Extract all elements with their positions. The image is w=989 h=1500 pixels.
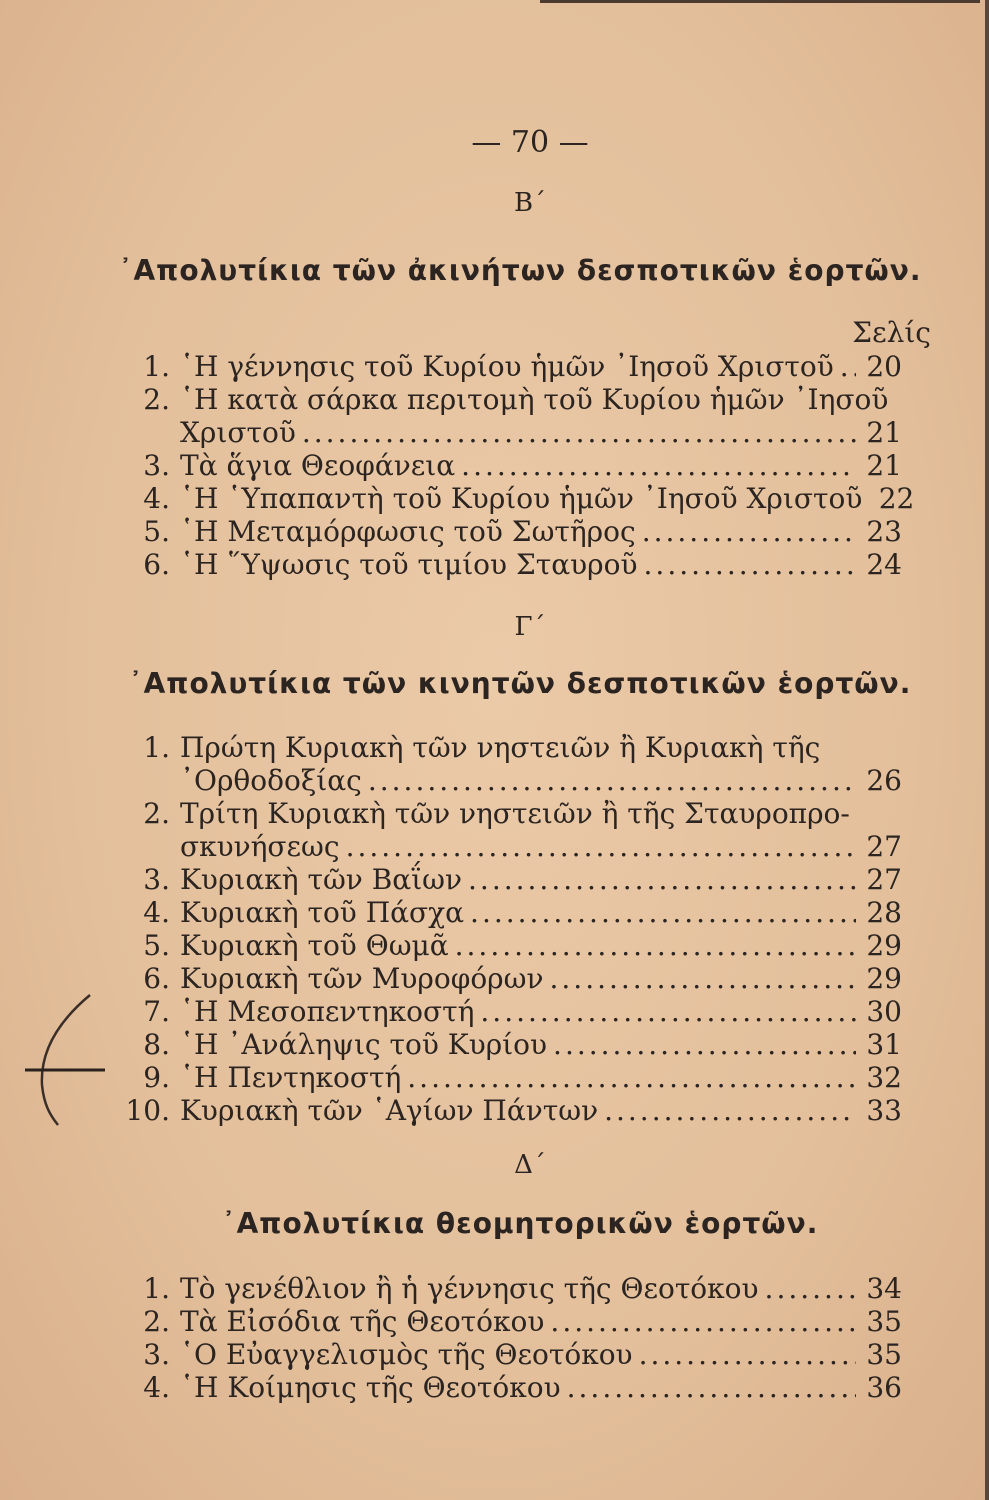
dot-leader bbox=[604, 1094, 856, 1127]
dot-leader bbox=[642, 515, 856, 548]
entry-number: 6. bbox=[143, 962, 170, 995]
toc-entry bbox=[112, 482, 915, 515]
entry-number: 7. bbox=[143, 995, 170, 1028]
entry-number: 2. bbox=[143, 383, 170, 416]
pages-column-header: Σελίς bbox=[852, 316, 931, 349]
entry-page-number: 26 bbox=[866, 764, 902, 797]
dot-leader bbox=[550, 1305, 856, 1338]
handwritten-margin-mark bbox=[20, 990, 110, 1130]
entry-title: Τὰ Εἰσόδια τῆς Θεοτόκου bbox=[180, 1305, 545, 1338]
entry-number: 5. bbox=[143, 929, 170, 962]
entry-page-number: 29 bbox=[866, 962, 902, 995]
entry-title: Κυριακὴ τῶν Βαΐων bbox=[180, 863, 463, 896]
dot-leader bbox=[302, 416, 856, 449]
toc-entry bbox=[112, 350, 902, 383]
section-letter-g: Γ΄ bbox=[514, 612, 546, 642]
entry-page-number: 36 bbox=[866, 1371, 902, 1404]
toc-entry bbox=[112, 797, 902, 863]
dot-leader bbox=[468, 863, 856, 896]
dot-leader bbox=[840, 350, 856, 383]
entry-number: 9. bbox=[143, 1061, 170, 1094]
entry-title: ῾Η Πεντηκοστή bbox=[180, 1061, 402, 1094]
dot-leader bbox=[455, 929, 856, 962]
toc-entry bbox=[112, 929, 902, 962]
entry-page-number: 28 bbox=[866, 896, 902, 929]
toc-entry bbox=[112, 1028, 902, 1061]
entry-title: Τὰ ἅγια Θεοφάνεια bbox=[180, 449, 456, 482]
entry-number: 1. bbox=[143, 1272, 170, 1305]
entry-page-number: 21 bbox=[866, 449, 902, 482]
entry-title: ῾Η ῾Υπαπαντὴ τοῦ Κυρίου ἡμῶν ᾿Ιησοῦ Χριστοῦ bbox=[180, 482, 863, 515]
entry-title: ᾿Ορθοδοξίας bbox=[180, 764, 362, 797]
toc-entry bbox=[112, 995, 902, 1028]
toc-entry bbox=[112, 1061, 902, 1094]
entry-title: ῾Η Μεσοπεντηκοστή bbox=[180, 995, 475, 1028]
entry-page-number: 31 bbox=[866, 1028, 902, 1061]
entry-number: 2. bbox=[143, 1305, 170, 1338]
section-title-immovable-feasts: ᾿Απολυτίκια τῶν ἀκινήτων δεσποτικῶν ἑορτῶν. bbox=[118, 254, 922, 287]
entry-page-number: 21 bbox=[866, 416, 902, 449]
entry-number: 3. bbox=[143, 1338, 170, 1371]
entry-title: ῾Η κατὰ σάρκα περιτομὴ τοῦ Κυρίου ἡμῶν ᾿Ιησοῦ bbox=[180, 383, 889, 416]
entry-number: 1. bbox=[143, 350, 170, 383]
section-title-movable-feasts: ᾿Απολυτίκια τῶν κινητῶν δεσποτικῶν ἑορτῶν. bbox=[128, 667, 912, 700]
entry-title: Κυριακὴ τοῦ Πάσχα bbox=[180, 896, 465, 929]
toc-entry bbox=[112, 863, 902, 896]
toc-entry bbox=[112, 383, 902, 449]
top-border-line bbox=[540, 0, 980, 3]
entry-page-number: 20 bbox=[866, 350, 902, 383]
dot-leader bbox=[407, 1061, 856, 1094]
toc-entry bbox=[112, 1305, 902, 1338]
entry-page-number: 33 bbox=[866, 1094, 902, 1127]
entry-title: ῾Ο Εὐαγγελισμὸς τῆς Θεοτόκου bbox=[180, 1338, 633, 1371]
dot-leader bbox=[470, 896, 856, 929]
toc-entry bbox=[112, 962, 902, 995]
entry-title: ῾Η Μεταμόρφωσις τοῦ Σωτῆρος bbox=[180, 515, 636, 548]
entry-page-number: 35 bbox=[866, 1305, 902, 1338]
section-title-theotokos-feasts: ᾿Απολυτίκια θεομητορικῶν ἑορτῶν. bbox=[221, 1207, 819, 1240]
entry-number: 2. bbox=[143, 797, 170, 830]
toc-entry bbox=[112, 515, 902, 548]
entry-number: 3. bbox=[143, 449, 170, 482]
entry-number: 4. bbox=[143, 1371, 170, 1404]
entry-page-number: 23 bbox=[866, 515, 902, 548]
dot-leader bbox=[644, 548, 856, 581]
dot-leader bbox=[368, 764, 856, 797]
entry-page-number: 30 bbox=[866, 995, 902, 1028]
entry-number: 6. bbox=[143, 548, 170, 581]
entry-page-number: 27 bbox=[866, 863, 902, 896]
entry-title: ῾Η ῞Υψωσις τοῦ τιμίου Σταυροῦ bbox=[180, 548, 638, 581]
entry-title: Χριστοῦ bbox=[180, 416, 296, 449]
dot-leader bbox=[567, 1371, 856, 1404]
entry-page-number: 27 bbox=[866, 830, 902, 863]
dot-leader bbox=[346, 830, 856, 863]
entry-page-number: 29 bbox=[866, 929, 902, 962]
toc-list-immovable bbox=[112, 350, 915, 581]
dot-leader bbox=[461, 449, 856, 482]
section-letter-d: Δ΄ bbox=[514, 1150, 546, 1180]
entry-title: ῾Η Κοίμησις τῆς Θεοτόκου bbox=[180, 1371, 561, 1404]
entry-number: 5. bbox=[143, 515, 170, 548]
entry-title: Κυριακὴ τῶν Μυροφόρων bbox=[180, 962, 544, 995]
dot-leader bbox=[550, 962, 857, 995]
toc-entry bbox=[112, 449, 902, 482]
right-page-edge bbox=[985, 0, 989, 1500]
entry-page-number: 24 bbox=[866, 548, 902, 581]
entry-number: 4. bbox=[143, 482, 170, 515]
section-letter-b: Β΄ bbox=[513, 188, 547, 218]
toc-entry bbox=[112, 896, 902, 929]
dot-leader bbox=[553, 1028, 856, 1061]
entry-title: Τὸ γενέθλιον ἢ ἡ γέννησις τῆς Θεοτόκου bbox=[180, 1272, 759, 1305]
toc-entry bbox=[112, 1272, 902, 1305]
dot-leader bbox=[765, 1272, 856, 1305]
entry-page-number: 22 bbox=[878, 482, 915, 515]
toc-entry bbox=[112, 731, 902, 797]
entry-title: ῾Η γέννησις τοῦ Κυρίου ἡμῶν ᾿Ιησοῦ Χριστοῦ bbox=[180, 350, 834, 383]
entry-title: Κυριακὴ τῶν ῾Αγίων Πάντων bbox=[180, 1094, 599, 1127]
toc-entry bbox=[112, 548, 902, 581]
entry-title: ῾Η ᾿Ανάληψις τοῦ Κυρίου bbox=[180, 1028, 548, 1061]
toc-entry bbox=[112, 1338, 902, 1371]
entry-title: σκυνήσεως bbox=[180, 830, 340, 863]
entry-number: 1. bbox=[143, 731, 170, 764]
entry-page-number: 34 bbox=[866, 1272, 902, 1305]
page-number: — 70 — bbox=[471, 125, 589, 160]
toc-list-theotokos bbox=[112, 1272, 902, 1404]
entry-number: 10. bbox=[125, 1094, 170, 1127]
entry-number: 4. bbox=[143, 896, 170, 929]
toc-list-movable bbox=[112, 731, 902, 1127]
entry-page-number: 32 bbox=[866, 1061, 902, 1094]
toc-entry bbox=[112, 1094, 902, 1127]
entry-title: Τρίτη Κυριακὴ τῶν νηστειῶν ἢ τῆς Σταυροπρο- bbox=[180, 797, 850, 830]
dot-leader bbox=[480, 995, 856, 1028]
entry-number: 8. bbox=[143, 1028, 170, 1061]
dot-leader bbox=[639, 1338, 856, 1371]
entry-title: Κυριακὴ τοῦ Θωμᾶ bbox=[180, 929, 449, 962]
entry-number: 3. bbox=[143, 863, 170, 896]
toc-entry bbox=[112, 1371, 902, 1404]
entry-title: Πρώτη Κυριακὴ τῶν νηστειῶν ἢ Κυριακὴ τῆς bbox=[180, 731, 821, 764]
entry-page-number: 35 bbox=[866, 1338, 902, 1371]
